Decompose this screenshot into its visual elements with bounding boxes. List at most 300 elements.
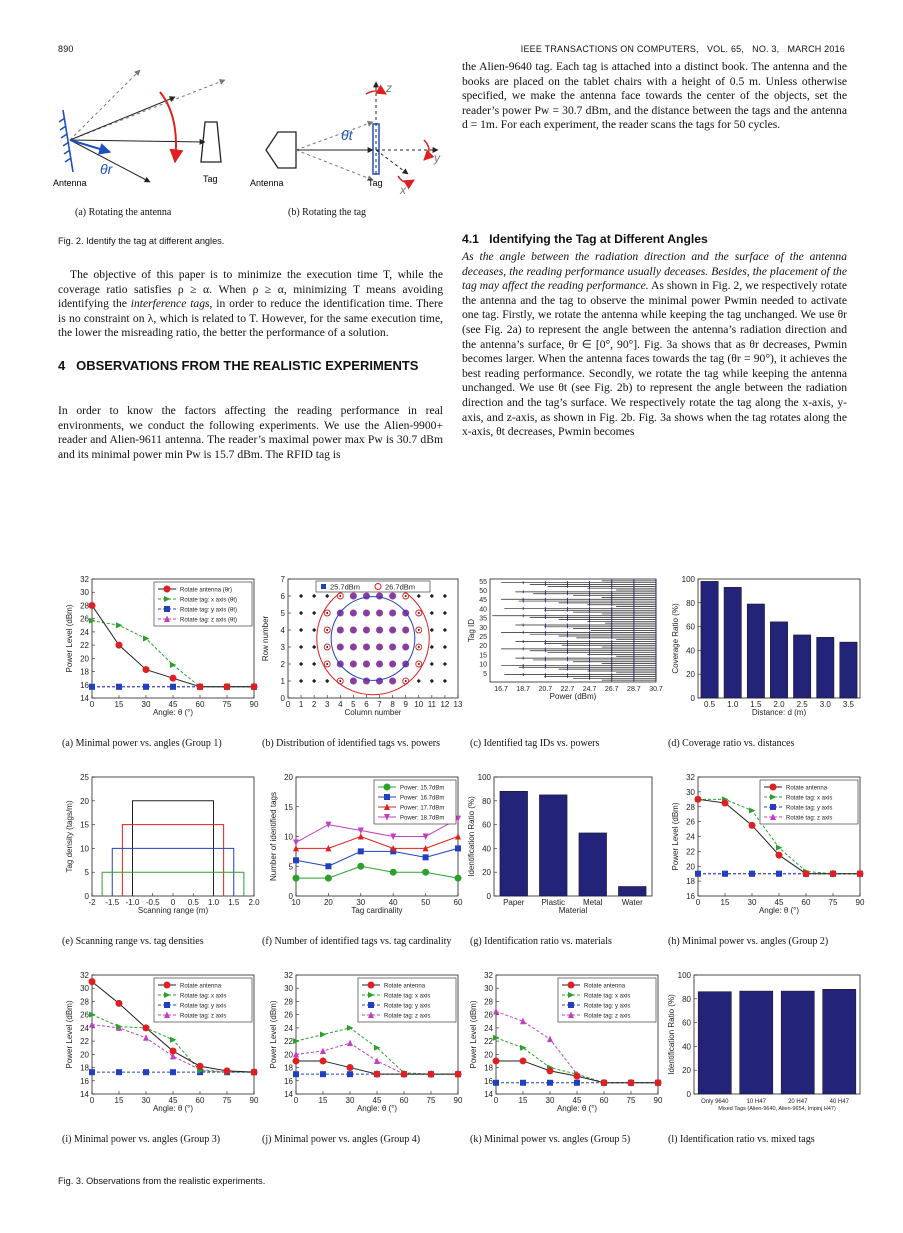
x-axis-label: Column number: [344, 708, 402, 717]
x-tick-label: 50: [421, 898, 431, 907]
fig3b-subcaption: (b) Distribution of identified tags vs. powers: [262, 738, 441, 749]
y-tick-label: 80: [686, 598, 695, 608]
data-point: [374, 1071, 380, 1077]
legend-label: Rotate antenna: [584, 983, 626, 990]
y-tick-label: 1: [280, 677, 285, 686]
x-tick-label: 60: [195, 1096, 205, 1105]
y-tick-label: 14: [80, 1090, 89, 1099]
data-point: [293, 875, 299, 881]
y-tick-label: 18: [284, 1063, 293, 1073]
tag-point-unidentified: [299, 611, 303, 615]
legend-label: Rotate tag: z axis: [786, 815, 833, 822]
chart-a: [58, 574, 263, 724]
x-axis-label: Power (dBm): [549, 692, 597, 701]
data-point: [89, 684, 95, 690]
x-tick-label: 90: [453, 1096, 463, 1105]
y-tick-label: 30: [479, 624, 487, 632]
bar: [793, 635, 810, 698]
x-tick-label: 75: [626, 1096, 636, 1105]
data-point: [143, 1025, 149, 1031]
bar: [579, 833, 607, 896]
chart-f: [262, 772, 467, 924]
y-tick-label: 16: [284, 1076, 293, 1086]
y-axis-label: Tag density (tags/m): [65, 800, 74, 873]
legend-label: Rotate tag: z axis: [180, 1013, 227, 1020]
tag-point-identified: [377, 593, 383, 599]
tag-point-unidentified: [443, 611, 447, 615]
y-tick-label: 20: [80, 654, 89, 664]
data-point: [320, 1071, 326, 1077]
tag-point-identified: [363, 610, 369, 616]
y-axis-label: Coverage Ratio (%): [671, 603, 680, 674]
x-tick-label: 40: [388, 898, 398, 907]
legend-marker: [384, 784, 390, 790]
data-point: [574, 1073, 580, 1079]
chart-k: [462, 970, 662, 1122]
legend-marker: [321, 584, 326, 589]
y-tick-label: 16: [484, 1076, 493, 1086]
data-point: [89, 979, 95, 985]
y-axis-label: Identification Ratio (%): [667, 994, 676, 1075]
legend-label: Rotate tag: y axis: [384, 1003, 431, 1010]
x-axis-label: Angle: θ (°): [556, 1104, 598, 1113]
fig2b-x-label: x: [400, 183, 406, 197]
data-point: [116, 684, 122, 690]
y-tick-label: 22: [284, 1037, 293, 1047]
y-axis-label: Power Level (dBm): [65, 604, 74, 673]
fig2b-antenna-label: Antenna: [250, 178, 284, 188]
y-tick-label: 5: [483, 670, 487, 678]
data-point: [143, 1034, 149, 1041]
y-tick-label: 26: [80, 614, 89, 624]
y-tick-label: 10: [284, 832, 293, 842]
x-tick-label: 7: [377, 700, 382, 709]
x-tick-label: 30: [545, 1096, 555, 1105]
data-point: [170, 1037, 177, 1043]
x-axis-label: Angle: θ (°): [152, 1104, 194, 1113]
x-tick-label: 0: [89, 1096, 95, 1105]
y-tick-label: 4: [280, 626, 285, 635]
data-point: [320, 1048, 326, 1055]
tag-point-identified: [350, 678, 356, 684]
range-circle-25dbm: [331, 597, 415, 681]
x-tick-label: 90: [653, 1096, 663, 1105]
x-tick-label: Paper: [503, 898, 525, 907]
data-point: [358, 848, 364, 854]
x-tick-label: 10 H47: [746, 1099, 766, 1105]
y-axis-label: Number of identified tags: [269, 792, 278, 881]
data-point: [803, 871, 809, 877]
data-point: [170, 662, 177, 668]
data-point: [547, 1036, 553, 1043]
data-point: [170, 684, 176, 690]
y-tick-label: 24: [484, 1023, 493, 1033]
data-point: [493, 1008, 499, 1015]
y-tick-label: 26: [484, 1010, 493, 1020]
data-point: [116, 1069, 122, 1075]
y-tick-label: 20: [686, 862, 695, 872]
x-tick-label: -2: [88, 898, 96, 907]
x-tick-label: 0: [493, 1096, 499, 1105]
x-tick-label: Water: [621, 898, 643, 907]
y-tick-label: 25: [479, 634, 487, 642]
y-tick-label: 14: [284, 1090, 293, 1099]
y-tick-label: 80: [482, 796, 491, 806]
x-tick-label: 0: [285, 700, 291, 709]
tag-point-identified: [350, 627, 356, 633]
legend-label: 26.7dBm: [385, 582, 416, 592]
y-tick-label: 18: [80, 667, 89, 677]
fig2a-theta-label: θr: [100, 161, 113, 177]
y-tick-label: 14: [484, 1090, 493, 1099]
x-tick-label: 3.5: [842, 700, 854, 709]
y-tick-label: 0: [280, 694, 285, 703]
tag-point: [326, 629, 328, 631]
legend-label: Rotate tag: y axis: [180, 1003, 227, 1010]
fig3f-subcaption: (f) Number of identified tags vs. tag cardinality: [262, 936, 452, 947]
fig3e-subcaption: (e) Scanning range vs. tag densities: [62, 936, 204, 947]
y-axis-label: Power Level (dBm): [469, 1000, 478, 1069]
fig3a-subcaption: (a) Minimal power vs. angles (Group 1): [62, 738, 222, 749]
y-tick-label: 0: [288, 892, 293, 901]
tag-point-unidentified: [430, 679, 434, 683]
bar: [698, 992, 731, 1094]
x-tick-label: 20 H47: [788, 1099, 808, 1105]
legend-marker: [164, 1002, 170, 1008]
tag-point-identified: [390, 610, 396, 616]
tag-point-unidentified: [299, 662, 303, 666]
tag-point-unidentified: [417, 594, 421, 598]
subsection41-heading: 4.1 Identifying the Tag at Different Angles: [462, 232, 708, 246]
tag-point-unidentified: [312, 679, 316, 683]
y-tick-label: 6: [280, 592, 285, 601]
y-tick-label: 20: [284, 1050, 293, 1060]
tag-point-identified: [363, 627, 369, 633]
y-tick-label: 0: [84, 892, 89, 901]
data-point: [574, 1080, 580, 1086]
legend-marker: [164, 606, 170, 612]
bar: [701, 581, 718, 698]
data-point: [722, 800, 728, 806]
tag-point: [339, 595, 341, 597]
tag-point-identified: [363, 678, 369, 684]
tag-point-identified: [390, 678, 396, 684]
legend-label: Rotate antenna: [180, 983, 222, 990]
y-tick-label: 30: [484, 984, 493, 994]
bar: [747, 604, 764, 698]
legend-label: Rotate tag: z axis: [584, 1013, 631, 1020]
data-point: [722, 871, 728, 877]
x-tick-label: 60: [399, 1096, 409, 1105]
y-tick-label: 30: [80, 984, 89, 994]
bar: [618, 886, 646, 896]
bar: [539, 795, 567, 896]
legend-label: Rotate tag: y axis: [584, 1003, 631, 1010]
data-point: [170, 1048, 176, 1054]
x-tick-label: 10: [414, 700, 424, 709]
x-axis-label: Material: [558, 906, 588, 915]
journal-header: IEEE TRANSACTIONS ON COMPUTERS, VOL. 65, NO. 3, MARCH 2016: [520, 44, 845, 54]
y-tick-label: 18: [484, 1063, 493, 1073]
data-point: [749, 871, 755, 877]
legend-marker: [164, 586, 170, 592]
y-tick-label: 16: [80, 1076, 89, 1086]
legend-label: Rotate antenna (θr): [180, 587, 233, 594]
x-tick-label: 60: [801, 898, 811, 907]
data-point: [776, 852, 782, 858]
data-point: [358, 863, 364, 869]
x-tick-label: 1.5: [750, 700, 762, 709]
tag-point-identified: [377, 627, 383, 633]
x-tick-label: 15: [114, 700, 124, 709]
y-tick-label: 28: [80, 601, 89, 611]
x-tick-label: 15: [318, 1096, 328, 1105]
tag-point-unidentified: [299, 628, 303, 632]
tag-point-identified: [377, 644, 383, 650]
x-tick-label: 24.7: [582, 686, 597, 693]
data-point: [628, 1080, 634, 1086]
data-point: [197, 684, 203, 690]
data-point: [320, 1032, 327, 1038]
tag-point-identified: [337, 644, 343, 650]
y-tick-label: 22: [686, 847, 695, 857]
y-tick-label: 60: [686, 622, 695, 632]
x-tick-label: 90: [249, 1096, 259, 1105]
x-axis-label: Distance: d (m): [751, 708, 807, 717]
y-tick-label: 20: [482, 868, 491, 878]
x-tick-label: 0: [695, 898, 701, 907]
data-point: [89, 1021, 95, 1028]
y-tick-label: 0: [486, 892, 491, 901]
data-point: [520, 1080, 526, 1086]
x-tick-label: 75: [426, 1096, 436, 1105]
tag-point-unidentified: [312, 645, 316, 649]
y-tick-label: 2: [280, 660, 285, 669]
right-para1: the Alien-9640 tag. Each tag is attached into a distinct book. The antenna and the books are placed on the tablet chairs with a height of 0.5 m. Unless otherwise specified, we make the antenna face towards the center of the objects, set the reader’s power Pw = 30.7 dBm, and the distance between the tags and the antenna d = 1m. For each experiment, the reader scans the tags for 50 cycles.: [462, 60, 847, 132]
x-tick-label: 75: [828, 898, 838, 907]
tag-point-identified: [350, 644, 356, 650]
plot-frame: [92, 777, 254, 896]
tag-point-unidentified: [299, 645, 303, 649]
legend-marker: [568, 1002, 574, 1008]
x-tick-label: 90: [855, 898, 865, 907]
y-tick-label: 80: [682, 994, 691, 1004]
x-tick-label: 40 H47: [829, 1099, 849, 1105]
x-tick-label: 3.0: [819, 700, 831, 709]
y-axis-label: Tag ID: [467, 618, 476, 643]
y-tick-label: 7: [280, 575, 285, 584]
x-tick-label: 30: [747, 898, 757, 907]
fig3d-subcaption: (d) Coverage ratio vs. distances: [668, 738, 795, 749]
x-tick-label: 20: [323, 898, 333, 907]
bar: [770, 622, 787, 698]
chart-d: [664, 574, 869, 724]
chart-i: [58, 970, 263, 1122]
fig3j-subcaption: (j) Minimal power vs. angles (Group 4): [262, 1134, 421, 1145]
x-tick-label: 1.0: [207, 898, 220, 907]
x-tick-label: 5: [351, 700, 356, 709]
data-point: [520, 1058, 526, 1064]
legend-label: Rotate tag: y axis (θt): [180, 607, 238, 614]
tag-point: [326, 663, 328, 665]
series-line: [92, 1015, 254, 1073]
fig2b-theta-label: θt: [341, 127, 353, 143]
legend-marker: [568, 982, 574, 988]
tag-point-unidentified: [430, 662, 434, 666]
x-tick-label: 1.5: [228, 898, 240, 907]
x-tick-label: Metal: [582, 898, 603, 907]
data-point: [374, 1057, 380, 1064]
y-tick-label: 40: [479, 606, 487, 614]
x-tick-label: 30: [356, 898, 366, 907]
y-tick-label: 15: [80, 820, 89, 830]
x-tick-label: -1.5: [105, 898, 120, 907]
data-point: [170, 675, 176, 681]
y-tick-label: 25: [80, 773, 89, 782]
x-tick-label: 60: [195, 700, 205, 709]
y-tick-label: 35: [479, 615, 487, 623]
legend-marker: [164, 982, 170, 988]
x-tick-label: 1: [298, 700, 304, 709]
y-tick-label: 45: [479, 597, 487, 605]
fig2a-subcaption: (a) Rotating the antenna: [75, 207, 172, 218]
y-tick-label: 15: [284, 802, 293, 812]
data-point: [293, 1058, 299, 1064]
data-point: [143, 667, 149, 673]
legend-label: Rotate tag: x axis: [584, 993, 631, 1000]
y-tick-label: 28: [80, 997, 89, 1007]
data-point: [455, 1071, 461, 1077]
bar: [740, 991, 773, 1094]
bar: [724, 587, 741, 698]
tag-point-unidentified: [312, 662, 316, 666]
left-column-2: [58, 404, 443, 462]
x-tick-label: 26.7: [604, 686, 619, 693]
right-para2: As the angle between the radiation direction and the surface of the antenna deceases, the reading performance usually deceases. Besides, the placement of the tag may affect the reading performance. As shown in Fig. 2, we respectively rotate the antenna and the tag to observe the minimal power Pwmin needed to activate one tag. Firstly, we rotate the antenna while keeping the tag unchanged. We use θr (see Fig. 2a) to represent the angle between the antenna’s radiation direction and the antenna’s surface, θr ∈ [0°, 90°]. Fig. 3a shows that as θr decreases, Pwmin becomes larger. When the antenna faces towards the tag (θr = 90°), it achieves the best reading performance. Secondly, we rotate the tag while keeping the antenna unchanged. We use θt (see Fig. 2b) to represent the angle between the radiation direction and the tag’s surface. We respectively rotate the tag along the x-axis, y-axis, and z-axis, as shown in Fig. 2b. Fig. 3a shows when the tag rotates along the x-axis, θt decreases, Pwmin becomes: [462, 250, 847, 439]
x-tick-label: 15: [518, 1096, 528, 1105]
left-para1: The objective of this paper is to minimize the execution time T, while the coverage ratio satisfies ρ ≥ α. When ρ ≥ α, minimizing T means avoiding identifying the interference tags, in order to reduce the identification time. There is no constraint on λ, which is related to T. However, for the same execution time, the lower the misreading ratio, the better the performance of a solution.: [58, 268, 443, 340]
y-tick-label: 28: [686, 802, 695, 812]
x-tick-label: 90: [249, 700, 259, 709]
x-tick-label: 45: [168, 700, 178, 709]
tag-point-identified: [403, 627, 409, 633]
chart-b: [262, 574, 467, 724]
y-tick-label: 20: [80, 796, 89, 806]
legend-label: Rotate tag: x axis: [180, 993, 227, 1000]
tag-point-identified: [377, 610, 383, 616]
x-tick-label: 45: [372, 1096, 382, 1105]
chart-h: [664, 772, 869, 924]
tag-point-unidentified: [430, 645, 434, 649]
page-number: 890: [58, 44, 74, 54]
data-point: [89, 602, 95, 608]
tag-point-unidentified: [299, 594, 303, 598]
y-tick-label: 100: [677, 971, 691, 980]
legend-label: Power: 17.7dBm: [400, 805, 445, 812]
y-tick-label: 20: [284, 773, 293, 782]
data-point: [455, 875, 461, 881]
x-tick-label: 4: [338, 700, 343, 709]
x-tick-label: 2.0: [248, 898, 260, 907]
tag-point-unidentified: [443, 662, 447, 666]
y-tick-label: 20: [479, 643, 487, 651]
x-tick-label: 30: [141, 1096, 151, 1105]
data-point: [493, 1080, 499, 1086]
section4-heading: 4 OBSERVATIONS FROM THE REALISTIC EXPERIMENTS: [58, 358, 419, 373]
x-tick-label: 8: [390, 700, 395, 709]
y-tick-label: 32: [686, 773, 695, 782]
fig2-diagram-a: [55, 62, 255, 202]
x-tick-label: Only 9640: [701, 1099, 729, 1105]
tag-point-unidentified: [312, 628, 316, 632]
data-point: [251, 684, 257, 690]
data-point: [89, 1069, 95, 1075]
x-tick-label: 60: [453, 898, 463, 907]
fig3g-subcaption: (g) Identification ratio vs. materials: [470, 936, 612, 947]
left-column: [58, 268, 443, 341]
x-tick-label: 60: [599, 1096, 609, 1105]
data-point: [320, 1058, 326, 1064]
x-tick-label: 2.0: [773, 700, 785, 709]
tag-point-unidentified: [325, 594, 329, 598]
tag-point: [405, 680, 407, 682]
data-point: [293, 1071, 299, 1077]
data-point: [143, 1069, 149, 1075]
data-point: [601, 1080, 607, 1086]
data-point: [401, 1071, 407, 1077]
x-tick-label: 45: [572, 1096, 582, 1105]
tag-point-identified: [390, 627, 396, 633]
bar: [817, 637, 834, 698]
legend-label: Rotate tag: x axis (θt): [180, 597, 238, 604]
x-axis-label: Scanning range (m): [137, 906, 209, 915]
right-column-2: [462, 250, 847, 440]
data-point: [749, 822, 755, 828]
tag-point: [326, 612, 328, 614]
bar: [781, 991, 814, 1094]
x-tick-label: 0.5: [704, 700, 716, 709]
data-point: [293, 839, 299, 846]
y-tick-label: 10: [80, 844, 89, 854]
data-point: [455, 845, 461, 851]
x-tick-label: 75: [222, 700, 232, 709]
bar: [840, 642, 857, 698]
data-point: [347, 1071, 353, 1077]
y-tick-label: 32: [484, 971, 493, 980]
tag-point-identified: [403, 644, 409, 650]
y-tick-label: 5: [288, 862, 293, 872]
data-point: [251, 1069, 257, 1075]
legend-label: Power: 15.7dBm: [400, 785, 445, 792]
data-point: [455, 833, 461, 840]
x-tick-label: 15: [720, 898, 730, 907]
x-axis-label: Angle: θ (°): [356, 1104, 398, 1113]
y-tick-label: 16: [686, 892, 695, 901]
data-point: [325, 875, 331, 881]
x-tick-label: -0.5: [145, 898, 160, 907]
y-tick-label: 40: [682, 1042, 691, 1052]
series-line: [296, 866, 458, 878]
y-tick-label: 40: [686, 646, 695, 656]
data-point: [423, 869, 429, 875]
x-tick-label: 45: [168, 1096, 178, 1105]
tag-point-identified: [350, 610, 356, 616]
y-tick-label: 26: [80, 1010, 89, 1020]
legend-label: Rotate tag: y axis: [786, 805, 833, 812]
fig2b-y-label: y: [434, 151, 440, 165]
x-tick-label: 11: [427, 700, 437, 709]
legend-marker: [368, 982, 374, 988]
